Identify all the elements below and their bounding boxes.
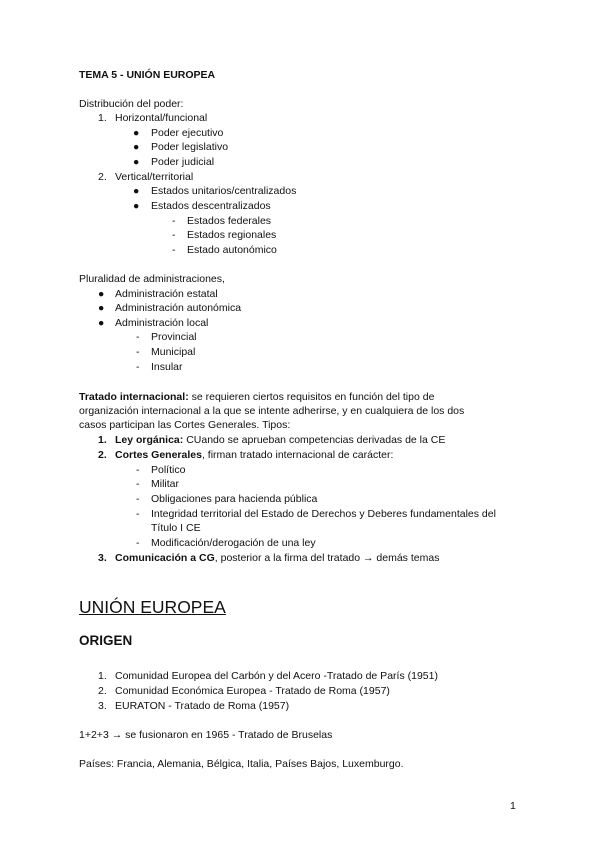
item-text: , firman tratado internacional de carácter: xyxy=(201,449,394,461)
dash-icon: - xyxy=(172,229,176,241)
list-item: Comunidad Económica Europea - Tratado de Roma (1957) xyxy=(115,685,390,697)
bullet-icon: ● xyxy=(133,156,140,168)
list-item: Horizontal/funcional xyxy=(115,112,208,124)
list-item xyxy=(115,551,439,565)
list-item: EURATON - Tratado de Roma (1957) xyxy=(115,700,290,712)
bullet-icon: ● xyxy=(133,200,140,212)
list-number: 3. xyxy=(98,700,107,712)
list-item: Administración estatal xyxy=(115,288,218,300)
dash-icon: - xyxy=(136,508,140,520)
dash-icon: - xyxy=(136,346,140,358)
tratado-paragraph-line: organización internacional a la que se intente adherirse, y en cualquiera de los dos xyxy=(79,405,465,417)
tratado-paragraph-line: casos participan las Cortes Generales. Tipos: xyxy=(79,419,291,431)
bullet-icon: ● xyxy=(98,288,105,300)
list-item: Comunidad Europea del Carbón y del Acero -Tratado de París (1951) xyxy=(115,670,438,682)
list-item: Administración local xyxy=(115,317,209,329)
list-item xyxy=(115,448,393,462)
list-number: 2. xyxy=(98,449,107,461)
tratado-text: se requieren ciertos requisitos en función del tipo de xyxy=(188,391,435,403)
item-text: CUando se aprueban competencias derivadas de la CE xyxy=(183,434,446,446)
dash-icon: - xyxy=(136,493,140,505)
doc-title: TEMA 5 - UNIÓN EUROPEA xyxy=(79,69,216,81)
list-number: 1. xyxy=(98,670,107,682)
bullet-icon: ● xyxy=(98,302,105,314)
page-number: 1 xyxy=(510,800,516,812)
list-item: Insular xyxy=(151,361,183,373)
list-item: Estados federales xyxy=(187,215,272,227)
bullet-icon: ● xyxy=(133,185,140,197)
list-item: Provincial xyxy=(151,331,197,343)
list-item: Poder legislativo xyxy=(151,141,229,153)
bullet-icon: ● xyxy=(133,127,140,139)
bullet-icon: ● xyxy=(133,141,140,153)
list-item: Integridad territorial del Estado de Derechos y Deberes fundamentales del xyxy=(151,508,496,520)
list-item: Modificación/derogación de una ley xyxy=(151,537,316,549)
list-item: Poder judicial xyxy=(151,156,215,168)
tratado-paragraph-line xyxy=(79,390,434,404)
list-item: Obligaciones para hacienda pública xyxy=(151,493,318,505)
fusion-line: 1+2+3 → se fusionaron en 1965 - Tratado de Bruselas xyxy=(79,729,333,741)
item-label: Cortes Generales xyxy=(115,449,202,461)
list-item: Militar xyxy=(151,478,179,490)
subsection-heading: ORIGEN xyxy=(79,633,133,648)
paises-line: Países: Francia, Alemania, Bélgica, Italia, Países Bajos, Luxemburgo. xyxy=(79,758,404,770)
dash-icon: - xyxy=(172,244,176,256)
list-number: 3. xyxy=(98,552,107,564)
item-text: , posterior a la firma del tratado → demás temas xyxy=(214,552,440,564)
dash-icon: - xyxy=(136,464,140,476)
dash-icon: - xyxy=(172,215,176,227)
distribucion-intro: Distribución del poder: xyxy=(79,98,184,110)
list-item: Estado autonómico xyxy=(187,244,277,256)
list-number: 1. xyxy=(98,112,107,124)
list-item: Estados descentralizados xyxy=(151,200,271,212)
list-item: Municipal xyxy=(151,346,196,358)
list-item: Político xyxy=(151,464,186,476)
list-item xyxy=(115,433,445,447)
dash-icon: - xyxy=(136,331,140,343)
section-heading: UNIÓN EUROPEA xyxy=(79,597,226,617)
list-number: 2. xyxy=(98,685,107,697)
list-number: 1. xyxy=(98,434,107,446)
list-item: Poder ejecutivo xyxy=(151,127,224,139)
dash-icon: - xyxy=(136,478,140,490)
list-item: Administración autonómica xyxy=(115,302,242,314)
list-item: Estados unitarios/centralizados xyxy=(151,185,297,197)
item-label: Comunicación a CG xyxy=(115,552,215,564)
dash-icon: - xyxy=(136,537,140,549)
list-item: Vertical/territorial xyxy=(115,171,194,183)
list-item: Estados regionales xyxy=(187,229,277,241)
dash-icon: - xyxy=(136,361,140,373)
tratado-label: Tratado internacional: xyxy=(79,391,189,403)
pluralidad-intro: Pluralidad de administraciones, xyxy=(79,273,225,285)
list-number: 2. xyxy=(98,171,107,183)
item-label: Ley orgánica: xyxy=(115,434,184,446)
bullet-icon: ● xyxy=(98,317,105,329)
list-item-continuation: Título I CE xyxy=(151,522,201,534)
